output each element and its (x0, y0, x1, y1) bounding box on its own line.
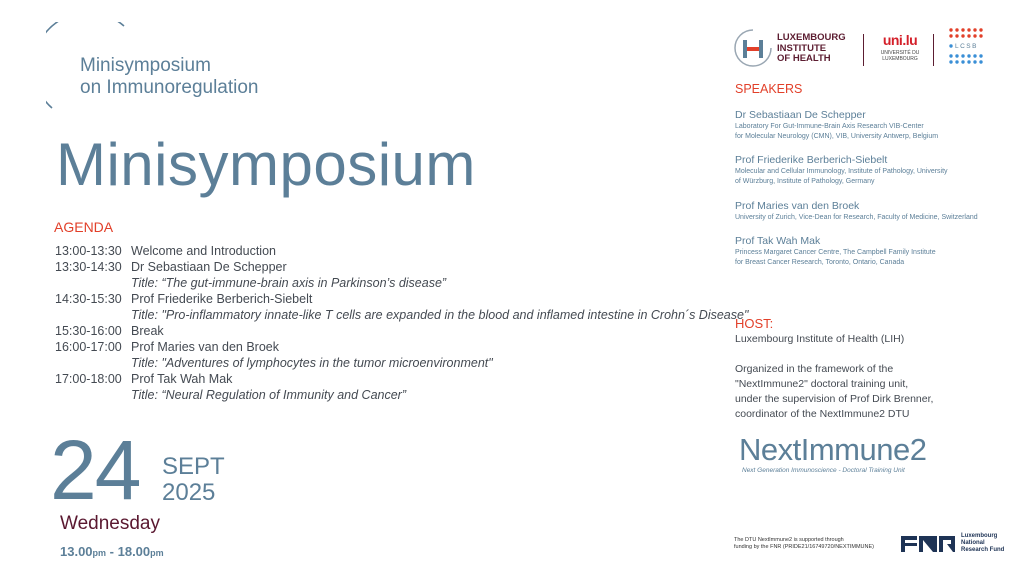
agenda-row (55, 371, 715, 387)
funding-line: funding by the FNR (PRIDE21/16749720/NEXTIMMUNE) (734, 544, 875, 550)
agenda-list (55, 243, 749, 403)
agenda-text: Prof Friederike Berberich-Siebelt (131, 292, 313, 306)
speaker-affiliation: Princess Margaret Cancer Centre, The Campbell Family Institute (735, 249, 936, 256)
speaker-item (735, 200, 1005, 223)
host-name: Luxembourg Institute of Health (LIH) (735, 333, 905, 345)
speaker-item (735, 109, 1005, 142)
event-weekday: Wednesday (60, 513, 160, 534)
agenda-row (55, 323, 715, 339)
agenda-time: 16:00-17:00 (55, 340, 122, 354)
agenda-talk-title: Title: “Neural Regulation of Immunity and Cancer” (131, 388, 407, 402)
subtitle-line-1: Minisymposium (80, 55, 211, 76)
agenda-row (55, 339, 715, 355)
start-time: 13.00 (60, 544, 93, 559)
event-month: SEPT (162, 453, 225, 480)
agenda-talk-title: Title: "Adventures of lymphocytes in the tumor microenvironment" (131, 356, 493, 370)
host-line: "NextImmune2" doctoral training unit, (735, 378, 909, 390)
speaker-name: Dr Sebastiaan De Schepper (735, 109, 866, 121)
agenda-talk-title: Title: "Pro-inflammatory innate-like T cells are expanded in the blood and inflamed intestine in Crohn´s Disease" (131, 308, 749, 322)
agenda-time (55, 355, 131, 371)
fnr-logo (901, 531, 1013, 557)
agenda-row (55, 243, 715, 259)
agenda-text: Dr Sebastiaan De Schepper (131, 260, 287, 274)
time-separator: - (106, 544, 118, 559)
host-line: Organized in the framework of the (735, 363, 894, 375)
agenda-text: Break (131, 324, 164, 338)
agenda-text: Welcome and Introduction (131, 244, 276, 258)
page-title: Minisymposium (56, 131, 476, 198)
fnr-text (961, 533, 1004, 554)
end-time: 18.00 (117, 544, 151, 559)
agenda-row (55, 259, 715, 275)
agenda-time (55, 275, 131, 291)
uni-lu-logo (876, 32, 924, 62)
agenda-row (55, 275, 715, 291)
agenda-time: 13:00-13:30 (55, 244, 122, 258)
agenda-row (55, 291, 715, 307)
speakers-title: SPEAKERS (735, 82, 803, 96)
lih-logo-text (777, 33, 846, 65)
nextimmune-tagline: Next Generation Immunoscience - Doctoral Training Unit (742, 467, 905, 474)
agenda-talk-title: Title: “The gut-immune-brain axis in Parkinson’s disease” (131, 276, 447, 290)
event-year: 2025 (162, 479, 216, 506)
funding-line: The DTU NextImmune2 is supported through (734, 537, 844, 543)
agenda-time: 17:00-18:00 (55, 372, 122, 386)
host-title: HOST: (735, 316, 774, 331)
nextimmune-logo: NextImmune2 (739, 432, 927, 467)
event-hours (60, 544, 164, 559)
end-suffix: pm (150, 548, 164, 558)
uni-line-2: LUXEMBOURG (882, 56, 918, 62)
fnr-mark-icon (901, 534, 957, 554)
host-line: coordinator of the NextImmune2 DTU (735, 408, 910, 420)
agenda-row (55, 355, 715, 371)
fnr-line: National (961, 540, 985, 546)
agenda-text: Prof Maries van den Broek (131, 340, 279, 354)
host-line: under the supervision of Prof Dirk Brenner, (735, 393, 934, 405)
speaker-affiliation: for Molecular Neurology (CMN), VIB, University Antwerp, Belgium (735, 133, 939, 140)
agenda-row (55, 307, 749, 323)
fnr-line: Research Fund (961, 547, 1005, 553)
speaker-affiliation: Laboratory For Gut-Immune-Brain Axis Research VIB-Center (735, 123, 924, 130)
speaker-name: Prof Friederike Berberich-Siebelt (735, 154, 888, 166)
lih-logo-icon (733, 28, 773, 68)
lih-line-1: LUXEMBOURG (777, 32, 846, 43)
lih-line-3: OF HEALTH (777, 53, 831, 64)
agenda-time (55, 387, 131, 403)
speaker-affiliation: University of Zurich, Vice-Dean for Research, Faculty of Medicine, Switzerland (735, 214, 978, 221)
logo-divider (933, 34, 934, 66)
speaker-item (735, 154, 1005, 187)
lcsb-text: LCSB (955, 43, 978, 50)
speaker-affiliation: for Breast Cancer Research, Toronto, Ontario, Canada (735, 259, 905, 266)
speaker-name: Prof Maries van den Broek (735, 200, 860, 212)
agenda-row (55, 387, 715, 403)
event-month-year (162, 454, 225, 506)
start-suffix: pm (92, 548, 107, 558)
speaker-affiliation: of Würzburg, Institute of Pathology, Germany (735, 178, 875, 185)
subtitle-line-2: on Immunoregulation (80, 77, 259, 98)
lih-line-2: INSTITUTE (777, 42, 827, 54)
uni-lu-mark: uni.lu (882, 32, 918, 48)
speaker-name: Prof Tak Wah Mak (735, 235, 821, 247)
logo-divider (863, 34, 864, 66)
uni-line-1: UNIVERSITÉ DU (880, 50, 920, 56)
agenda-time: 15:30-16:00 (55, 324, 122, 338)
agenda-title: AGENDA (54, 219, 114, 235)
speaker-affiliation: Molecular and Cellular Immunology, Institute of Pathology, University (735, 168, 948, 175)
event-subtitle (80, 55, 259, 99)
speaker-item (735, 235, 1005, 268)
partner-logos (733, 26, 995, 72)
funding-note (734, 537, 904, 551)
agenda-text: Prof Tak Wah Mak (131, 372, 233, 386)
event-day: 24 (50, 423, 140, 517)
agenda-time: 14:30-15:30 (55, 292, 122, 306)
agenda-time (55, 307, 131, 323)
agenda-time: 13:30-14:30 (55, 260, 122, 274)
host-info (735, 332, 995, 422)
fnr-line: Luxembourg (961, 533, 998, 539)
